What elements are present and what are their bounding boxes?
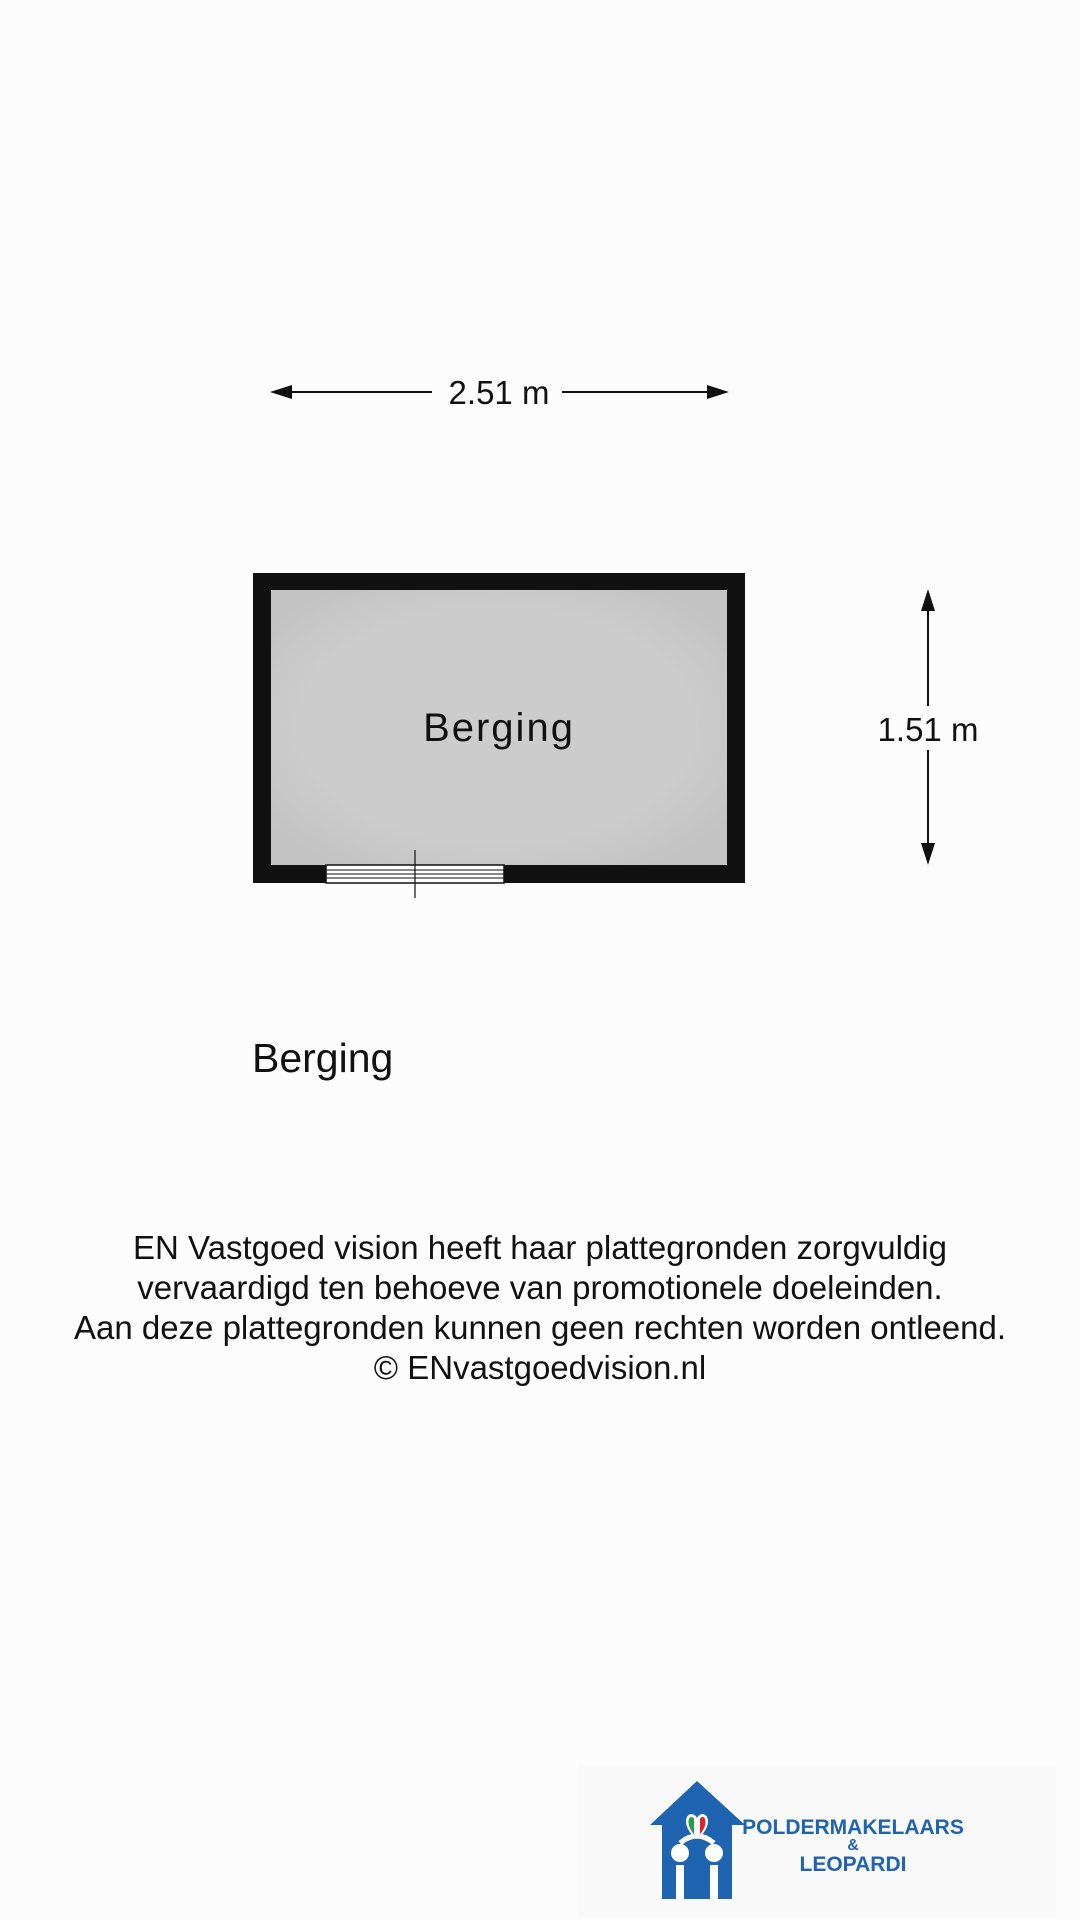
height-dimension: [878, 589, 979, 865]
width-label: 2.51 m: [448, 374, 550, 411]
brand-line-3: LEOPARDI: [799, 1853, 907, 1876]
width-arrow-left: [270, 385, 292, 399]
disclaimer-line-1: EN Vastgoed vision heeft haar plattegronden zorgvuldig: [133, 1229, 947, 1266]
height-arrow-bottom: [921, 843, 935, 865]
brand-name: [738, 1817, 968, 1875]
room-label: Berging: [423, 706, 575, 750]
floor-title: Berging: [252, 1035, 394, 1081]
brand-line-1: POLDERMAKELAARS: [742, 1816, 964, 1839]
disclaimer-text: [0, 1228, 1080, 1388]
wall-left: [253, 573, 271, 883]
height-arrow-top: [921, 589, 935, 611]
wall-right: [727, 573, 745, 883]
height-label: 1.51 m: [877, 711, 979, 748]
width-arrow-right: [707, 385, 729, 399]
room-berging: [253, 573, 745, 898]
disclaimer-line-3: Aan deze plattegronden kunnen geen rechten worden ontleend.: [73, 1309, 1007, 1346]
wall-bottom-left: [253, 865, 326, 883]
wall-top: [253, 573, 745, 590]
house-logo-icon: [650, 1781, 745, 1899]
company-logo: [578, 1765, 1056, 1917]
brand-line-2: &: [847, 1837, 859, 1854]
disclaimer-line-4: © ENvastgoedvision.nl: [373, 1349, 707, 1386]
width-dimension: [270, 374, 729, 411]
disclaimer-line-2: vervaardigd ten behoeve van promotionele doeleinden.: [137, 1269, 943, 1306]
wall-bottom-right: [504, 865, 745, 883]
